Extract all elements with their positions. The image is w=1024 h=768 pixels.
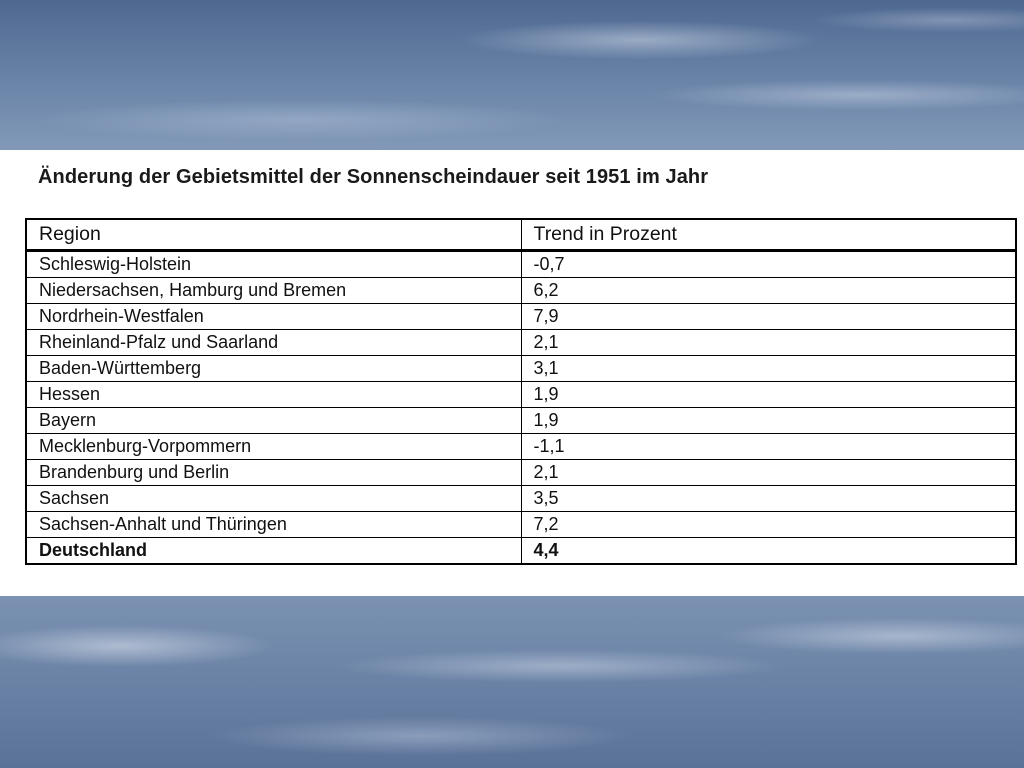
table-row (26, 330, 1016, 356)
header-region: Region (26, 219, 521, 251)
region-cell: Sachsen-Anhalt und Thüringen (26, 512, 521, 538)
region-cell: Schleswig-Holstein (26, 251, 521, 278)
trend-cell: 1,9 (521, 408, 1016, 434)
total-row (26, 538, 1016, 565)
region-cell: Nordrhein-Westfalen (26, 304, 521, 330)
region-cell: Rheinland-Pfalz und Saarland (26, 330, 521, 356)
trend-cell: 3,1 (521, 356, 1016, 382)
table-row (26, 304, 1016, 330)
table-row (26, 356, 1016, 382)
table-row (26, 251, 1016, 278)
region-cell: Sachsen (26, 486, 521, 512)
total-trend-cell: 4,4 (521, 538, 1016, 565)
table-row (26, 382, 1016, 408)
table-row (26, 278, 1016, 304)
sky-background-bottom (0, 596, 1024, 768)
sky-background-top (0, 0, 1024, 150)
sunshine-trend-table (25, 218, 1017, 565)
total-region-cell: Deutschland (26, 538, 521, 565)
table-row (26, 408, 1016, 434)
trend-cell: 2,1 (521, 330, 1016, 356)
table-title: Änderung der Gebietsmittel der Sonnenscheindauer seit 1951 im Jahr (38, 166, 709, 188)
table-row (26, 460, 1016, 486)
trend-cell: -0,7 (521, 251, 1016, 278)
header-trend: Trend in Prozent (521, 219, 1016, 251)
region-cell: Bayern (26, 408, 521, 434)
region-cell: Niedersachsen, Hamburg und Bremen (26, 278, 521, 304)
table-header-row (26, 219, 1016, 251)
trend-cell: 1,9 (521, 382, 1016, 408)
trend-cell: 3,5 (521, 486, 1016, 512)
trend-cell: 2,1 (521, 460, 1016, 486)
table-row (26, 512, 1016, 538)
trend-cell: -1,1 (521, 434, 1016, 460)
table-row (26, 434, 1016, 460)
region-cell: Hessen (26, 382, 521, 408)
trend-cell: 7,9 (521, 304, 1016, 330)
trend-cell: 6,2 (521, 278, 1016, 304)
region-cell: Brandenburg und Berlin (26, 460, 521, 486)
region-cell: Mecklenburg-Vorpommern (26, 434, 521, 460)
trend-cell: 7,2 (521, 512, 1016, 538)
region-cell: Baden-Württemberg (26, 356, 521, 382)
table-row (26, 486, 1016, 512)
